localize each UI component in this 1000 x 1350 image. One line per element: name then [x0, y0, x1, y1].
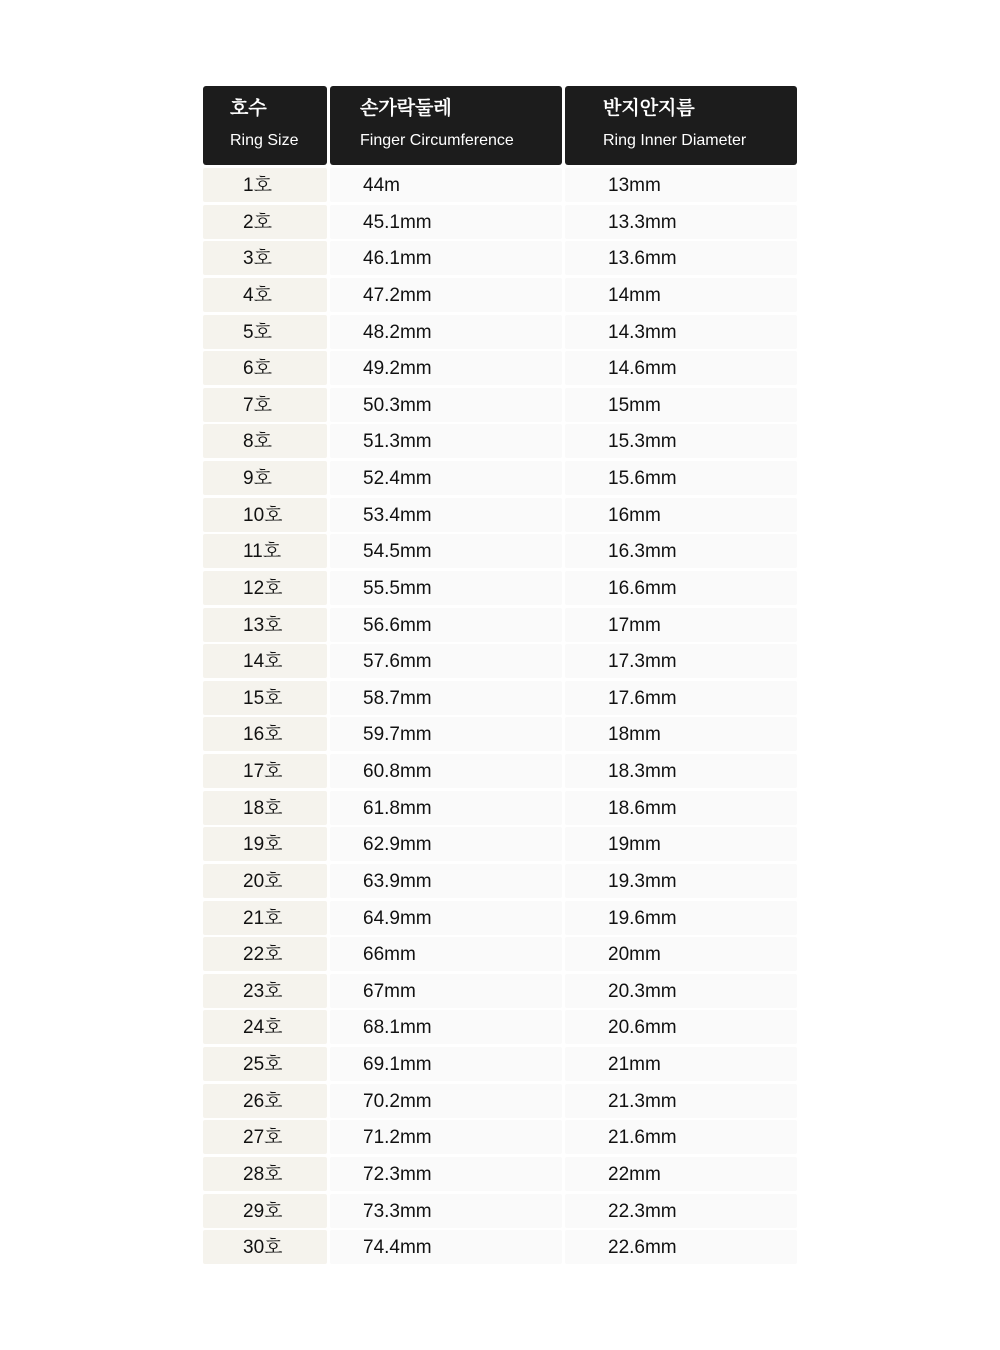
diameter-cell: 18mm	[565, 717, 797, 751]
circumference-cell: 63.9mm	[330, 864, 562, 898]
size-cell: 2호	[203, 205, 327, 239]
diameter-cell: 18.3mm	[565, 754, 797, 788]
diameter-cell: 13.3mm	[565, 205, 797, 239]
table-row	[203, 1010, 797, 1044]
circumference-cell: 47.2mm	[330, 278, 562, 312]
table-row	[203, 864, 797, 898]
size-cell: 11호	[203, 534, 327, 568]
circumference-cell: 52.4mm	[330, 461, 562, 495]
size-cell: 7호	[203, 388, 327, 422]
table-row	[203, 498, 797, 532]
circumference-cell: 73.3mm	[330, 1194, 562, 1228]
circumference-cell: 59.7mm	[330, 717, 562, 751]
size-cell: 9호	[203, 461, 327, 495]
size-cell: 24호	[203, 1010, 327, 1044]
size-cell: 26호	[203, 1084, 327, 1118]
circumference-cell: 57.6mm	[330, 644, 562, 678]
table-row	[203, 791, 797, 825]
table-row	[203, 754, 797, 788]
table-row	[203, 901, 797, 935]
table-row	[203, 534, 797, 568]
size-cell: 13호	[203, 608, 327, 642]
table-header	[203, 86, 797, 165]
circumference-cell: 51.3mm	[330, 424, 562, 458]
size-cell: 4호	[203, 278, 327, 312]
table-row	[203, 241, 797, 275]
circumference-cell: 44m	[330, 168, 562, 202]
circumference-cell: 67mm	[330, 974, 562, 1008]
table-row	[203, 1194, 797, 1228]
diameter-cell: 14.6mm	[565, 351, 797, 385]
diameter-cell: 22.6mm	[565, 1230, 797, 1264]
table-body	[203, 168, 797, 1264]
table-row	[203, 571, 797, 605]
header-finger-circumference-ko: 손가락둘레	[360, 98, 452, 119]
diameter-cell: 19.6mm	[565, 901, 797, 935]
diameter-cell: 20mm	[565, 937, 797, 971]
table-row	[203, 1157, 797, 1191]
circumference-cell: 50.3mm	[330, 388, 562, 422]
diameter-cell: 22.3mm	[565, 1194, 797, 1228]
size-cell: 22호	[203, 937, 327, 971]
table-row	[203, 937, 797, 971]
size-cell: 25호	[203, 1047, 327, 1081]
diameter-cell: 17.3mm	[565, 644, 797, 678]
size-cell: 1호	[203, 168, 327, 202]
table-row	[203, 351, 797, 385]
size-cell: 30호	[203, 1230, 327, 1264]
table-row	[203, 168, 797, 202]
ring-size-table	[203, 86, 797, 1267]
diameter-cell: 13mm	[565, 168, 797, 202]
circumference-cell: 60.8mm	[330, 754, 562, 788]
circumference-cell: 48.2mm	[330, 315, 562, 349]
size-cell: 20호	[203, 864, 327, 898]
diameter-cell: 16mm	[565, 498, 797, 532]
header-ring-size-en: Ring Size	[230, 132, 299, 149]
diameter-cell: 21.6mm	[565, 1120, 797, 1154]
circumference-cell: 53.4mm	[330, 498, 562, 532]
circumference-cell: 74.4mm	[330, 1230, 562, 1264]
size-cell: 28호	[203, 1157, 327, 1191]
size-cell: 16호	[203, 717, 327, 751]
diameter-cell: 14mm	[565, 278, 797, 312]
size-cell: 8호	[203, 424, 327, 458]
table-row	[203, 608, 797, 642]
table-row	[203, 827, 797, 861]
diameter-cell: 20.6mm	[565, 1010, 797, 1044]
diameter-cell: 17.6mm	[565, 681, 797, 715]
header-finger-circumference-en: Finger Circumference	[360, 132, 514, 149]
size-cell: 18호	[203, 791, 327, 825]
diameter-cell: 19mm	[565, 827, 797, 861]
circumference-cell: 70.2mm	[330, 1084, 562, 1118]
table-row	[203, 681, 797, 715]
circumference-cell: 45.1mm	[330, 205, 562, 239]
circumference-cell: 69.1mm	[330, 1047, 562, 1081]
header-ring-inner-diameter	[565, 86, 797, 165]
diameter-cell: 15.6mm	[565, 461, 797, 495]
size-cell: 27호	[203, 1120, 327, 1154]
diameter-cell: 16.6mm	[565, 571, 797, 605]
circumference-cell: 64.9mm	[330, 901, 562, 935]
size-cell: 17호	[203, 754, 327, 788]
size-cell: 12호	[203, 571, 327, 605]
circumference-cell: 66mm	[330, 937, 562, 971]
size-cell: 19호	[203, 827, 327, 861]
diameter-cell: 15.3mm	[565, 424, 797, 458]
circumference-cell: 72.3mm	[330, 1157, 562, 1191]
table-row	[203, 315, 797, 349]
table-row	[203, 1047, 797, 1081]
size-cell: 10호	[203, 498, 327, 532]
table-row	[203, 644, 797, 678]
diameter-cell: 21mm	[565, 1047, 797, 1081]
table-row	[203, 461, 797, 495]
size-cell: 6호	[203, 351, 327, 385]
table-row	[203, 278, 797, 312]
circumference-cell: 61.8mm	[330, 791, 562, 825]
header-ring-inner-diameter-en: Ring Inner Diameter	[603, 132, 747, 149]
size-cell: 14호	[203, 644, 327, 678]
table-row	[203, 717, 797, 751]
size-cell: 21호	[203, 901, 327, 935]
circumference-cell: 71.2mm	[330, 1120, 562, 1154]
diameter-cell: 17mm	[565, 608, 797, 642]
header-ring-size	[203, 86, 327, 165]
table-row	[203, 1230, 797, 1264]
diameter-cell: 21.3mm	[565, 1084, 797, 1118]
diameter-cell: 20.3mm	[565, 974, 797, 1008]
table-row	[203, 388, 797, 422]
header-ring-size-ko: 호수	[230, 98, 267, 119]
size-cell: 5호	[203, 315, 327, 349]
diameter-cell: 13.6mm	[565, 241, 797, 275]
circumference-cell: 49.2mm	[330, 351, 562, 385]
table-row	[203, 1084, 797, 1118]
table-row	[203, 424, 797, 458]
circumference-cell: 55.5mm	[330, 571, 562, 605]
header-ring-inner-diameter-ko: 반지안지름	[603, 98, 695, 119]
circumference-cell: 56.6mm	[330, 608, 562, 642]
circumference-cell: 54.5mm	[330, 534, 562, 568]
diameter-cell: 14.3mm	[565, 315, 797, 349]
diameter-cell: 22mm	[565, 1157, 797, 1191]
diameter-cell: 16.3mm	[565, 534, 797, 568]
circumference-cell: 46.1mm	[330, 241, 562, 275]
header-finger-circumference	[330, 86, 562, 165]
circumference-cell: 68.1mm	[330, 1010, 562, 1044]
diameter-cell: 15mm	[565, 388, 797, 422]
table-row	[203, 974, 797, 1008]
table-row	[203, 1120, 797, 1154]
size-cell: 3호	[203, 241, 327, 275]
diameter-cell: 18.6mm	[565, 791, 797, 825]
table-row	[203, 205, 797, 239]
circumference-cell: 58.7mm	[330, 681, 562, 715]
size-cell: 29호	[203, 1194, 327, 1228]
diameter-cell: 19.3mm	[565, 864, 797, 898]
size-cell: 23호	[203, 974, 327, 1008]
size-cell: 15호	[203, 681, 327, 715]
circumference-cell: 62.9mm	[330, 827, 562, 861]
